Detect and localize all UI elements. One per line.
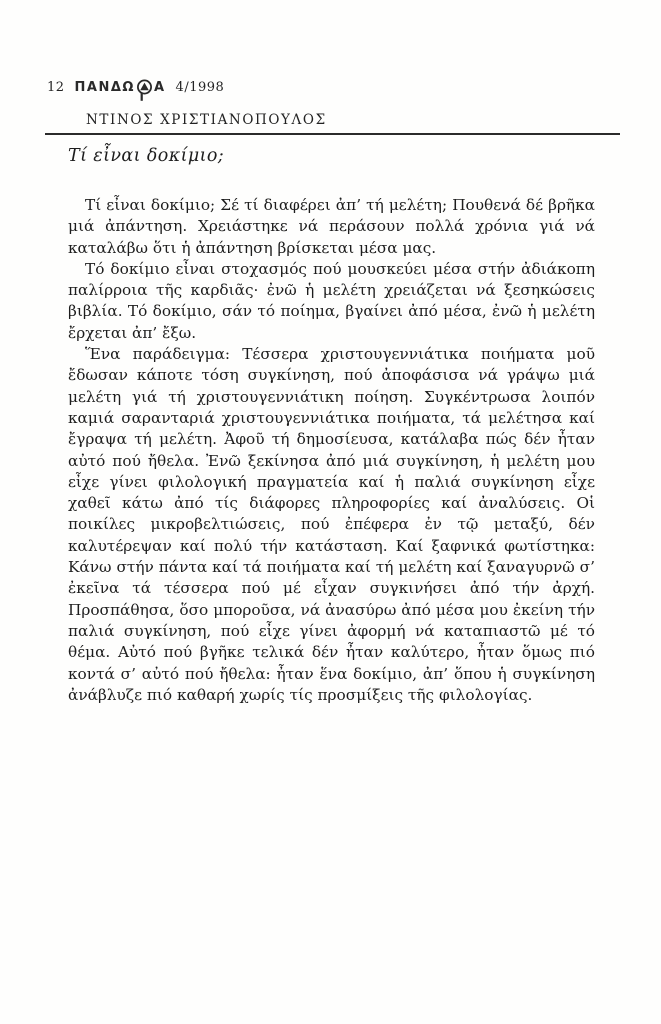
page-number: 12 bbox=[47, 80, 65, 95]
author-name: ΝΤΙΝΟΣ ΧΡΙΣΤΙΑΝΟΠΟΥΛΟΣ bbox=[86, 112, 327, 128]
masthead-text-prefix: ΠΑΝΔΩ bbox=[74, 80, 135, 95]
pandora-logo-icon bbox=[136, 79, 153, 102]
paragraph: Ἕνα παράδειγμα: Τέσσερα χριστουγεννιάτικα ποιήματα μοῦ ἔδωσαν κάποτε τόση συγκίνηση, πού ἀποφάσισα νά γράψω μιά μελέτη γιά τή χριστουγεννιάτικη ποίηση. Συγκέντρωσα λοιπόν καμιά σαρανταριά χριστουγεννιάτικα ποιήματα, τά μελέτησα καί ἔγραψα τή μελέτη. Ἀφοῦ τή δημοσίευσα, κατάλαβα πώς δέν ἦταν αὐτό πού ἤθελα. Ἐνῶ ξεκίνησα ἀπό μιά συγκίνηση, ἡ μελέτη μου εἶχε γίνει φιλολογική πραγματεία καί ἡ παλιά συγκίνηση εἶχε χαθεῖ κάτω ἀπό τίς διάφορες πληροφορίες καί ἀναλύσεις. Οἱ ποικίλες μικροβελτιώσεις, πού ἐπέφερα ἐν τῷ μεταξύ, δέν καλυτέρεψαν καί πολύ τήν κατάσταση. Καί ξαφνικά φωτίστηκα: Κάνω στήν πάντα καί τά ποιήματα καί τή μελέτη καί ξαναγυρνῶ σ’ ἐκεῖνα τά τέσσερα πού μέ εἶχαν συγκινήσει ἀπό τήν ἀρχή. Προσπάθησα, ὅσο μποροῦσα, νά ἀνασύρω ἀπό μέσα μου ἐκείνη τήν παλιά συγκίνηση, πού εἶχε γίνει ἀφορμή νά καταπιαστῶ μέ τό θέμα. Αὐτό πού βγῆκε τελικά δέν ἦταν καλύτερο, ἦταν ὅμως πιό κοντά σ’ αὐτό πού ἤθελα: ἦταν ἕνα δοκίμιο, ἀπ’ ὅπου ἡ συγκίνηση ἀνάβλυζε πιό καθαρή χωρίς τίς προσμίξεις τῆς φιλολογίας. bbox=[68, 345, 595, 704]
paragraph: Τί εἶναι δοκίμιο; Σέ τί διαφέρει ἀπ’ τή μελέτη; Πουθενά δέ βρῆκα μιά ἀπάντηση. Χρειάστηκε νά περάσουν πολλά χρόνια γιά νά καταλάβω ὅτι ἡ ἀπάντηση βρίσκεται μέσα μας. bbox=[68, 196, 595, 257]
page-header bbox=[47, 76, 224, 99]
masthead bbox=[75, 76, 166, 99]
article-title: Τί εἶναι δοκίμιο; bbox=[68, 146, 225, 166]
issue-number: 4/1998 bbox=[175, 80, 225, 95]
masthead-text-suffix: Α bbox=[153, 80, 166, 95]
paragraph: Τό δοκίμιο εἶναι στοχασμός πού μουσκεύει μέσα στήν ἀδιάκοπη παλίρροια τῆς καρδιᾶς· ἐνῶ ἡ μελέτη χρειάζεται νά ξεσηκώσεις βιβλία. Τό δοκίμιο, σάν τό ποίημα, βγαίνει ἀπό μέσα, ἐνῶ ἡ μελέτη ἔρχεται ἀπ’ ἔξω. bbox=[68, 259, 595, 342]
header-rule bbox=[45, 133, 620, 135]
article-body bbox=[68, 195, 595, 706]
